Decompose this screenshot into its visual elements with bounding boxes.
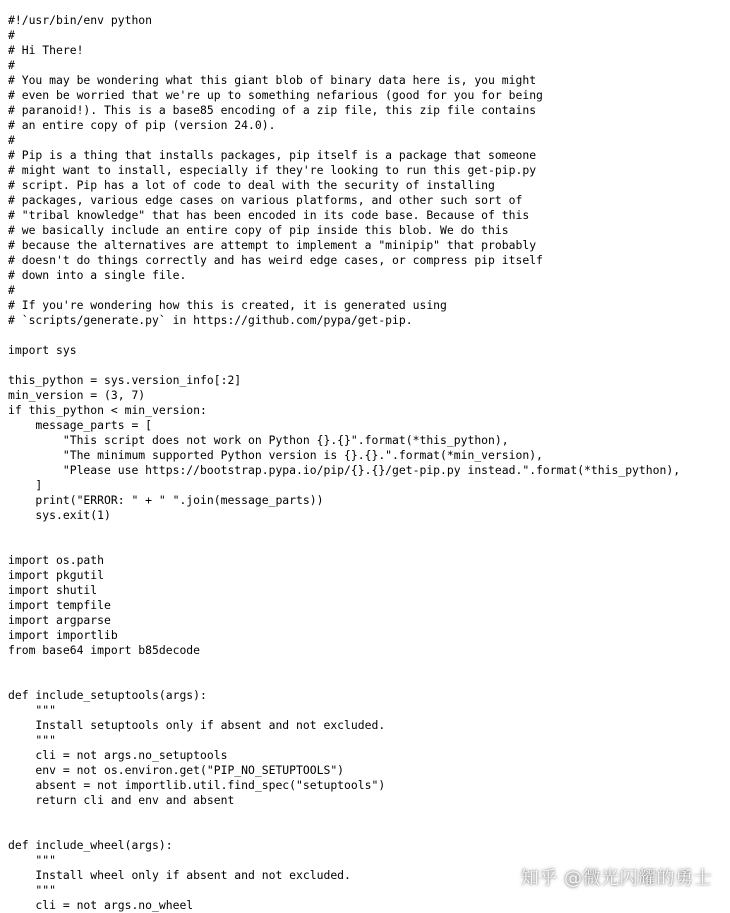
code-line: if this_python < min_version: <box>8 403 207 417</box>
code-line <box>8 658 730 673</box>
code-line: # You may be wondering what this giant blob of binary data here is, you might <box>8 73 537 87</box>
code-line: # Hi There! <box>8 43 84 57</box>
code-line: return cli and env and absent <box>8 793 235 807</box>
code-view <box>8 13 730 913</box>
code-line <box>8 823 730 838</box>
code-line: # <box>8 133 15 147</box>
code-line: """ <box>8 703 57 717</box>
code-line: """ <box>8 733 57 747</box>
code-line: # <box>8 28 15 42</box>
code-line: import pkgutil <box>8 568 105 582</box>
code-line: from base64 import b85decode <box>8 643 201 657</box>
code-line: cli = not args.no_setuptools <box>8 748 228 762</box>
code-line <box>8 538 730 553</box>
watermark-text: 知乎 @微光闪耀的勇士 <box>520 868 712 889</box>
code-line: import os.path <box>8 553 105 567</box>
code-line: "Please use https://bootstrap.pypa.io/pip/{}.{}/get-pip.py instead.".format(*this_python), <box>8 463 681 477</box>
code-line: "The minimum supported Python version is {}.{}.".format(*min_version), <box>8 448 543 462</box>
code-line <box>8 808 730 823</box>
code-line: ] <box>8 478 43 492</box>
code-line: # `scripts/generate.py` in https://github.com/pypa/get-pip. <box>8 313 413 327</box>
code-line: env = not os.environ.get("PIP_NO_SETUPTOOLS") <box>8 763 345 777</box>
code-line: # because the alternatives are attempt to implement a "minipip" that probably <box>8 238 537 252</box>
code-line: cli = not args.no_wheel <box>8 898 194 912</box>
code-line <box>8 523 730 538</box>
code-line: this_python = sys.version_info[:2] <box>8 373 242 387</box>
code-line: absent = not importlib.util.find_spec("setuptools") <box>8 778 386 792</box>
code-line: # packages, various edge cases on various platforms, and other such sort of <box>8 193 523 207</box>
code-line: Install wheel only if absent and not excluded. <box>8 868 351 882</box>
code-line <box>8 673 730 688</box>
code-line: # down into a single file. <box>8 268 187 282</box>
code-line: import argparse <box>8 613 111 627</box>
code-line: # <box>8 283 15 297</box>
code-line: # <box>8 58 15 72</box>
code-line: print("ERROR: " + " ".join(message_parts)) <box>8 493 324 507</box>
code-line <box>8 358 730 373</box>
code-line: # even be worried that we're up to something nefarious (good for you for being <box>8 88 543 102</box>
code-line: import sys <box>8 343 77 357</box>
code-line: """ <box>8 853 57 867</box>
code-line: # paranoid!). This is a base85 encoding of a zip file, this zip file contains <box>8 103 537 117</box>
code-line: #!/usr/bin/env python <box>8 13 153 27</box>
code-line: min_version = (3, 7) <box>8 388 146 402</box>
code-line: # If you're wondering how this is created, it is generated using <box>8 298 447 312</box>
code-line: # might want to install, especially if they're looking to run this get-pip.py <box>8 163 537 177</box>
code-line: # we basically include an entire copy of pip inside this blob. We do this <box>8 223 509 237</box>
code-line: "This script does not work on Python {}.{}".format(*this_python), <box>8 433 509 447</box>
code-line: Install setuptools only if absent and not excluded. <box>8 718 386 732</box>
code-line: import tempfile <box>8 598 111 612</box>
code-line: import importlib <box>8 628 118 642</box>
code-line: sys.exit(1) <box>8 508 111 522</box>
code-line: # "tribal knowledge" that has been encoded in its code base. Because of this <box>8 208 530 222</box>
code-line: # Pip is a thing that installs packages, pip itself is a package that someone <box>8 148 537 162</box>
code-line: # an entire copy of pip (version 24.0). <box>8 118 276 132</box>
code-line: message_parts = [ <box>8 418 153 432</box>
code-line: # doesn't do things correctly and has weird edge cases, or compress pip itself <box>8 253 543 267</box>
code-line: def include_setuptools(args): <box>8 688 207 702</box>
code-line: # script. Pip has a lot of code to deal with the security of installing <box>8 178 495 192</box>
code-line: import shutil <box>8 583 98 597</box>
code-line: def include_wheel(args): <box>8 838 173 852</box>
code-line: """ <box>8 883 57 897</box>
code-line <box>8 328 730 343</box>
